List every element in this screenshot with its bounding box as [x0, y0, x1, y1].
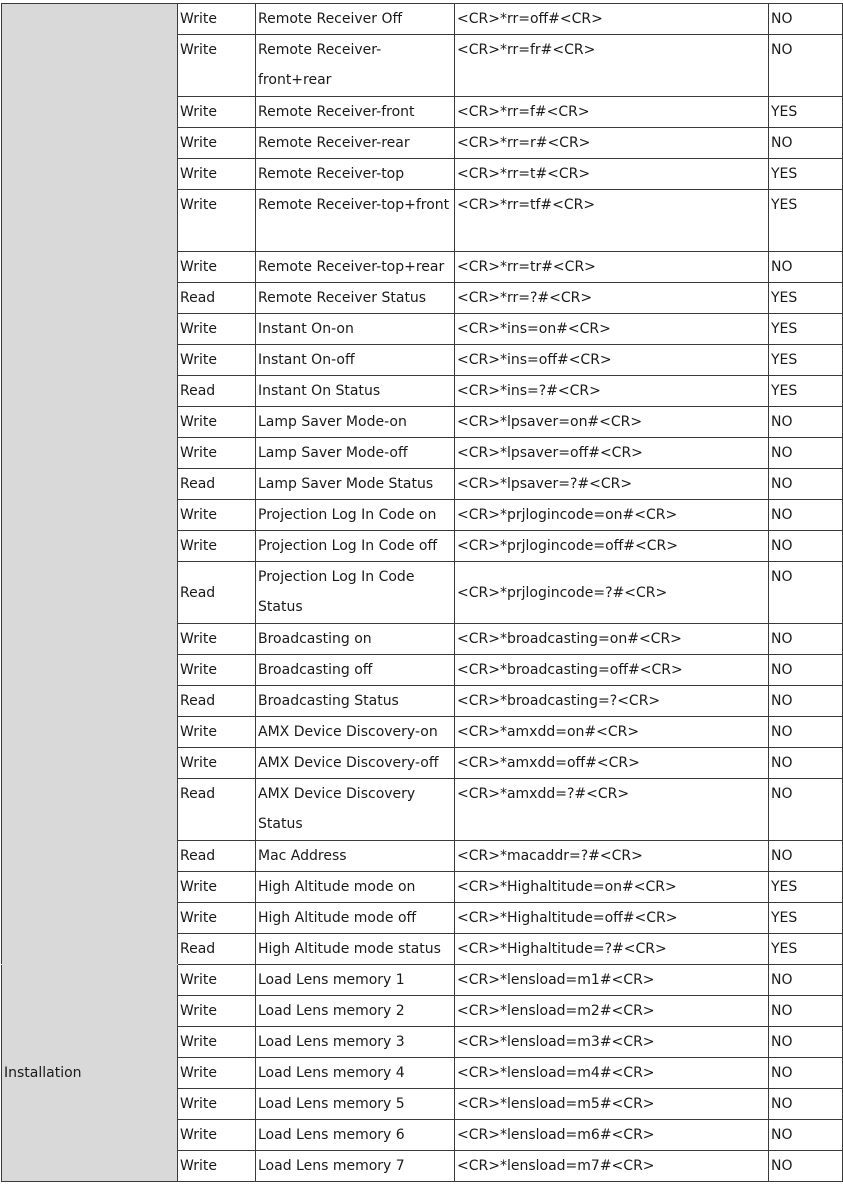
power-on-cell: NO [769, 965, 843, 996]
command-cell: <CR>*broadcasting=off#<CR> [455, 655, 769, 686]
command-cell: <CR>*Highaltitude=?#<CR> [455, 934, 769, 965]
command-cell: <CR>*rr=t#<CR> [455, 159, 769, 190]
type-cell: Write [178, 872, 256, 903]
power-on-cell: NO [769, 841, 843, 872]
power-on-cell: YES [769, 97, 843, 128]
power-on-cell: YES [769, 345, 843, 376]
type-cell: Read [178, 376, 256, 407]
category-cell-installation: Installation [2, 965, 178, 1182]
function-cell: Remote Receiver-rear [256, 128, 455, 159]
type-cell: Write [178, 438, 256, 469]
command-cell: <CR>*macaddr=?#<CR> [455, 841, 769, 872]
command-cell: <CR>*rr=tr#<CR> [455, 252, 769, 283]
function-cell: Load Lens memory 4 [256, 1058, 455, 1089]
type-cell: Write [178, 4, 256, 35]
command-cell: <CR>*lpsaver=?#<CR> [455, 469, 769, 500]
power-on-cell: NO [769, 4, 843, 35]
type-cell: Write [178, 903, 256, 934]
type-cell: Read [178, 562, 256, 624]
command-cell: <CR>*rr=fr#<CR> [455, 35, 769, 97]
function-cell: Lamp Saver Mode-off [256, 438, 455, 469]
power-on-cell: NO [769, 500, 843, 531]
power-on-cell: NO [769, 1027, 843, 1058]
table-row [2, 4, 843, 35]
function-cell: High Altitude mode off [256, 903, 455, 934]
function-cell: Projection Log In Code on [256, 500, 455, 531]
command-cell: <CR>*lensload=m4#<CR> [455, 1058, 769, 1089]
function-cell: Broadcasting Status [256, 686, 455, 717]
function-cell: Remote Receiver Status [256, 283, 455, 314]
category-cell [2, 4, 178, 965]
function-cell: Lamp Saver Mode Status [256, 469, 455, 500]
power-on-cell: NO [769, 531, 843, 562]
function-cell: Broadcasting on [256, 624, 455, 655]
type-cell: Write [178, 1058, 256, 1089]
command-cell: <CR>*lpsaver=off#<CR> [455, 438, 769, 469]
type-cell: Write [178, 1120, 256, 1151]
function-cell: Remote Receiver-top [256, 159, 455, 190]
function-cell: AMX Device Discovery Status [256, 779, 455, 841]
command-cell: <CR>*lensload=m6#<CR> [455, 1120, 769, 1151]
command-cell: <CR>*ins=?#<CR> [455, 376, 769, 407]
function-cell: Load Lens memory 2 [256, 996, 455, 1027]
type-cell: Read [178, 686, 256, 717]
function-cell: Remote Receiver-front+rear [256, 35, 455, 97]
type-cell: Read [178, 469, 256, 500]
function-cell: High Altitude mode status [256, 934, 455, 965]
power-on-cell: YES [769, 283, 843, 314]
command-cell: <CR>*lensload=m2#<CR> [455, 996, 769, 1027]
type-cell: Read [178, 841, 256, 872]
power-on-cell: NO [769, 252, 843, 283]
type-cell: Write [178, 314, 256, 345]
command-cell: <CR>*Highaltitude=off#<CR> [455, 903, 769, 934]
type-cell: Write [178, 655, 256, 686]
function-cell: Remote Receiver-top+front [256, 190, 455, 252]
command-cell: <CR>*prjlogincode=?#<CR> [455, 562, 769, 624]
function-cell: Load Lens memory 7 [256, 1151, 455, 1182]
command-cell: <CR>*lensload=m5#<CR> [455, 1089, 769, 1120]
function-cell: Instant On Status [256, 376, 455, 407]
power-on-cell: NO [769, 1089, 843, 1120]
power-on-cell: YES [769, 376, 843, 407]
power-on-cell: YES [769, 159, 843, 190]
power-on-cell: YES [769, 903, 843, 934]
type-cell: Write [178, 1027, 256, 1058]
function-cell: AMX Device Discovery-off [256, 748, 455, 779]
type-cell: Write [178, 159, 256, 190]
command-cell: <CR>*rr=r#<CR> [455, 128, 769, 159]
command-cell: <CR>*prjlogincode=on#<CR> [455, 500, 769, 531]
command-cell: <CR>*lensload=m1#<CR> [455, 965, 769, 996]
function-cell: Remote Receiver-front [256, 97, 455, 128]
function-cell: Instant On-off [256, 345, 455, 376]
function-cell: Lamp Saver Mode-on [256, 407, 455, 438]
type-cell: Read [178, 934, 256, 965]
power-on-cell: NO [769, 996, 843, 1027]
function-cell: Projection Log In Code Status [256, 562, 455, 624]
type-cell: Write [178, 965, 256, 996]
type-cell: Write [178, 500, 256, 531]
function-cell: Mac Address [256, 841, 455, 872]
command-cell: <CR>*lensload=m3#<CR> [455, 1027, 769, 1058]
type-cell: Write [178, 531, 256, 562]
type-cell: Write [178, 1089, 256, 1120]
type-cell: Write [178, 252, 256, 283]
function-cell: AMX Device Discovery-on [256, 717, 455, 748]
command-cell: <CR>*ins=off#<CR> [455, 345, 769, 376]
command-cell: <CR>*rr=tf#<CR> [455, 190, 769, 252]
type-cell: Write [178, 97, 256, 128]
power-on-cell: NO [769, 562, 843, 624]
function-cell: High Altitude mode on [256, 872, 455, 903]
type-cell: Write [178, 624, 256, 655]
power-on-cell: NO [769, 1120, 843, 1151]
function-cell: Load Lens memory 1 [256, 965, 455, 996]
power-on-cell: NO [769, 469, 843, 500]
power-on-cell: NO [769, 748, 843, 779]
power-on-cell: YES [769, 934, 843, 965]
power-on-cell: NO [769, 624, 843, 655]
function-cell: Load Lens memory 3 [256, 1027, 455, 1058]
command-cell: <CR>*ins=on#<CR> [455, 314, 769, 345]
command-cell: <CR>*rr=?#<CR> [455, 283, 769, 314]
power-on-cell: NO [769, 779, 843, 841]
power-on-cell: NO [769, 717, 843, 748]
power-on-cell: YES [769, 872, 843, 903]
type-cell: Read [178, 779, 256, 841]
type-cell: Write [178, 345, 256, 376]
command-cell: <CR>*lensload=m7#<CR> [455, 1151, 769, 1182]
command-cell: <CR>*rr=off#<CR> [455, 4, 769, 35]
power-on-cell: NO [769, 128, 843, 159]
function-cell: Projection Log In Code off [256, 531, 455, 562]
function-cell: Instant On-on [256, 314, 455, 345]
type-cell: Write [178, 190, 256, 252]
function-cell: Remote Receiver-top+rear [256, 252, 455, 283]
power-on-cell: NO [769, 686, 843, 717]
command-cell: <CR>*broadcasting=on#<CR> [455, 624, 769, 655]
function-cell: Broadcasting off [256, 655, 455, 686]
power-on-cell: NO [769, 1151, 843, 1182]
function-cell: Load Lens memory 6 [256, 1120, 455, 1151]
command-cell: <CR>*rr=f#<CR> [455, 97, 769, 128]
type-cell: Read [178, 283, 256, 314]
type-cell: Write [178, 717, 256, 748]
power-on-cell: NO [769, 438, 843, 469]
power-on-cell: NO [769, 407, 843, 438]
type-cell: Write [178, 128, 256, 159]
type-cell: Write [178, 407, 256, 438]
command-cell: <CR>*prjlogincode=off#<CR> [455, 531, 769, 562]
power-on-cell: NO [769, 1058, 843, 1089]
type-cell: Write [178, 35, 256, 97]
power-on-cell: NO [769, 35, 843, 97]
command-cell: <CR>*amxdd=off#<CR> [455, 748, 769, 779]
power-on-cell: NO [769, 655, 843, 686]
function-cell: Load Lens memory 5 [256, 1089, 455, 1120]
command-cell: <CR>*amxdd=?#<CR> [455, 779, 769, 841]
command-cell: <CR>*Highaltitude=on#<CR> [455, 872, 769, 903]
power-on-cell: YES [769, 314, 843, 345]
function-cell: Remote Receiver Off [256, 4, 455, 35]
command-cell: <CR>*broadcasting=?<CR> [455, 686, 769, 717]
power-on-cell: YES [769, 190, 843, 252]
type-cell: Write [178, 748, 256, 779]
command-cell: <CR>*amxdd=on#<CR> [455, 717, 769, 748]
type-cell: Write [178, 996, 256, 1027]
table-row [2, 965, 843, 996]
command-table [1, 3, 843, 1182]
type-cell: Write [178, 1151, 256, 1182]
command-cell: <CR>*lpsaver=on#<CR> [455, 407, 769, 438]
